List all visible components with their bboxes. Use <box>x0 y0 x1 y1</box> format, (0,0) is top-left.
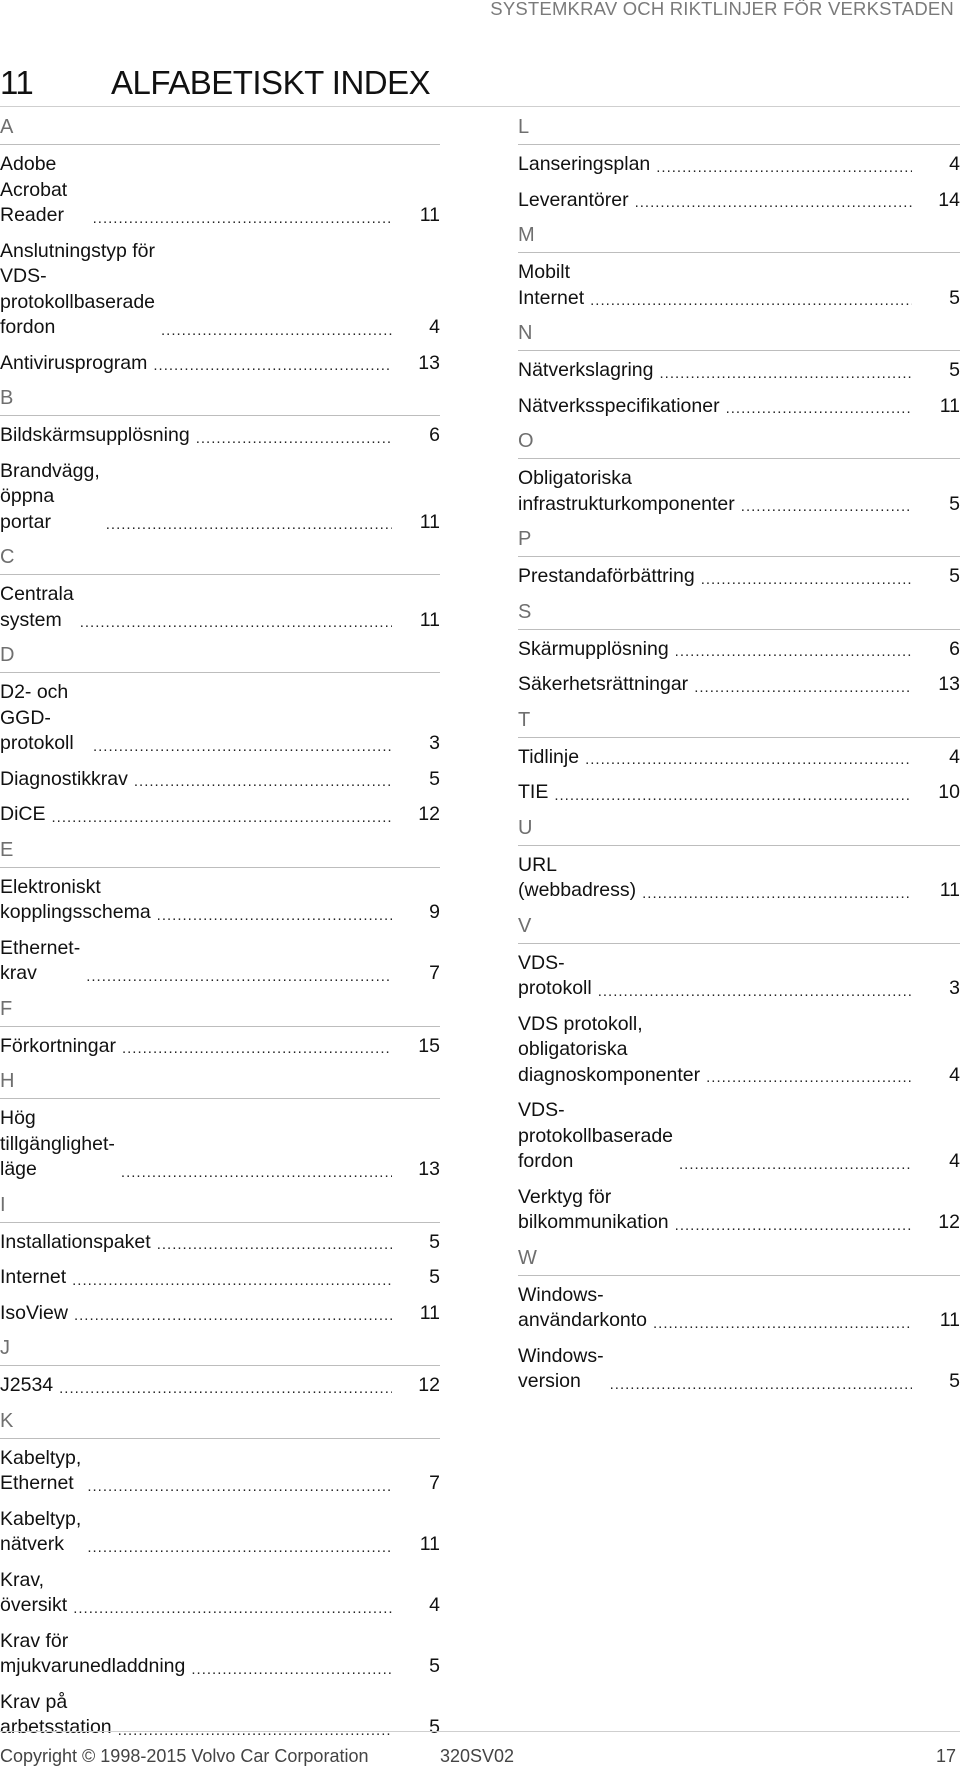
entry-term: Brandvägg, öppna portar <box>0 459 100 533</box>
index-entry[interactable] <box>518 559 960 595</box>
entry-page-number: 12 <box>938 1211 960 1233</box>
entry-term: Windows-användarkonto <box>518 1283 648 1331</box>
index-section-j <box>0 1331 440 1404</box>
section-letter: I <box>0 1188 440 1223</box>
section-letter: U <box>518 811 960 846</box>
dot-leader <box>675 644 912 659</box>
index-section-u <box>518 811 960 909</box>
entry-page-number: 6 <box>949 637 960 660</box>
entry-page-number: 6 <box>429 424 440 446</box>
entry-term: Förkortningar <box>0 1034 116 1057</box>
index-entry[interactable] <box>0 870 440 931</box>
index-section-h <box>0 1064 440 1188</box>
entry-term: Skärmupplösning <box>518 637 669 660</box>
entry-page-number: 11 <box>419 204 440 226</box>
entry-term: Windows-version <box>518 1344 604 1392</box>
index-entry[interactable] <box>0 1029 440 1065</box>
index-entry[interactable] <box>518 1180 960 1241</box>
entry-term: Diagnostikkrav <box>0 767 128 790</box>
index-entry[interactable] <box>518 183 960 219</box>
entry-term: Lanseringsplan <box>518 153 651 175</box>
dot-leader <box>726 401 912 416</box>
section-letter: S <box>518 595 960 630</box>
section-letter: J <box>0 1331 440 1366</box>
index-section-m <box>518 218 960 316</box>
index-entry[interactable] <box>518 946 960 1007</box>
index-entry[interactable] <box>518 775 960 811</box>
entry-page-number: 12 <box>418 1374 440 1396</box>
entry-term: Installationspaket <box>0 1230 151 1253</box>
entry-term: Bildskärmsupplösning <box>0 424 190 446</box>
dot-leader <box>93 211 392 226</box>
index-entry[interactable] <box>0 234 440 346</box>
entry-page-number: 11 <box>939 1309 960 1331</box>
entry-term: Verktyg för bilkommunikation <box>518 1185 669 1233</box>
entry-term: Antivirusprogram <box>0 351 148 374</box>
document-code: 320SV02 <box>440 1746 515 1766</box>
index-entry[interactable] <box>0 762 440 798</box>
index-section-s <box>518 595 960 703</box>
dot-leader <box>106 517 392 532</box>
dot-leader <box>87 1479 392 1494</box>
dot-leader <box>675 1218 912 1233</box>
entry-page-number: 5 <box>429 1230 440 1253</box>
entry-page-number: 13 <box>418 1158 440 1180</box>
index-entry[interactable] <box>0 1502 440 1563</box>
dot-leader <box>610 1377 912 1392</box>
entry-page-number: 7 <box>429 1472 440 1494</box>
dot-leader <box>196 431 392 446</box>
index-section-k <box>0 1404 440 1746</box>
entry-term: Nätverkslagring <box>518 359 654 381</box>
entry-page-number: 12 <box>418 803 440 825</box>
dot-leader <box>86 969 392 984</box>
entry-term: IsoView <box>0 1301 68 1324</box>
entry-term: VDS-protokollbaserade fordon <box>518 1099 674 1172</box>
entry-term: Säkerhetsrättningar <box>518 673 689 695</box>
index-entry[interactable] <box>0 454 440 541</box>
entry-page-number: 11 <box>939 879 960 901</box>
index-entry[interactable] <box>0 1368 440 1404</box>
entry-term: Centrala system <box>0 583 74 631</box>
entry-term: Tidlinje <box>518 745 580 768</box>
running-header: SYSTEMKRAV OCH RIKTLINJER FÖR VERKSTADEN <box>490 0 954 19</box>
index-entry[interactable] <box>0 1225 440 1261</box>
dot-leader <box>80 615 392 630</box>
entry-page-number: 11 <box>939 394 960 417</box>
chapter-title <box>0 62 960 107</box>
index-entry[interactable] <box>518 740 960 776</box>
section-letter: V <box>518 909 960 944</box>
entry-page-number: 4 <box>949 1063 960 1086</box>
entry-term: VDS-protokoll <box>518 951 592 999</box>
index-entry[interactable] <box>0 147 440 234</box>
index-entry[interactable] <box>0 1260 440 1296</box>
dot-leader <box>52 810 392 825</box>
dot-leader <box>74 1308 392 1323</box>
section-letter: O <box>518 424 960 459</box>
entry-term: Ethernet-krav <box>0 936 81 984</box>
dot-leader <box>122 1041 392 1056</box>
section-letter: C <box>0 540 440 575</box>
entry-term: VDS protokoll, obligatoriska diagnoskomponenter <box>518 1012 701 1086</box>
entry-term: Hög tillgänglighet-läge <box>0 1107 115 1180</box>
entry-page-number: 5 <box>429 767 440 790</box>
dot-leader <box>157 908 392 923</box>
index-section-o <box>518 424 960 522</box>
dot-leader <box>585 752 912 767</box>
section-letter: L <box>518 110 960 145</box>
dot-leader <box>659 366 912 381</box>
entry-page-number: 5 <box>429 1655 440 1677</box>
dot-leader <box>656 160 912 175</box>
index-section-t <box>518 703 960 811</box>
entry-term: URL (webbadress) <box>518 853 637 901</box>
entry-page-number: 11 <box>419 1301 440 1324</box>
index-section-f <box>0 992 440 1065</box>
index-section-i <box>0 1188 440 1332</box>
index-section-e <box>0 833 440 992</box>
entry-page-number: 7 <box>429 962 440 984</box>
dot-leader <box>642 886 912 901</box>
entry-page-number: 3 <box>949 977 960 999</box>
entry-term: Leverantörer <box>518 188 629 211</box>
dot-leader <box>157 1237 392 1252</box>
index-section-d <box>0 638 440 833</box>
entry-page-number: 13 <box>418 351 440 374</box>
section-letter: E <box>0 833 440 868</box>
entry-term: Mobilt Internet <box>518 261 585 309</box>
index-section-p <box>518 522 960 595</box>
dot-leader <box>706 1070 912 1085</box>
dot-leader <box>590 293 912 308</box>
entry-term: Kabeltyp, nätverk <box>0 1507 82 1555</box>
section-letter: F <box>0 992 440 1027</box>
dot-leader <box>191 1662 392 1677</box>
entry-page-number: 5 <box>949 1370 960 1392</box>
section-letter: W <box>518 1241 960 1276</box>
index-entry[interactable] <box>0 1101 440 1188</box>
index-entry[interactable] <box>518 1339 960 1400</box>
entry-term: Krav, översikt <box>0 1568 68 1616</box>
index-entry[interactable] <box>518 848 960 909</box>
entry-term: Elektroniskt kopplingsschema <box>0 875 151 923</box>
entry-term: TIE <box>518 781 549 803</box>
entry-term: Krav för mjukvarunedladdning <box>0 1629 186 1677</box>
entry-term: Prestandaförbättring <box>518 565 695 587</box>
entry-term: Krav på arbetsstation <box>0 1690 112 1738</box>
dot-leader <box>93 739 392 754</box>
entry-page-number: 4 <box>429 316 440 338</box>
entry-page-number: 11 <box>419 1533 440 1555</box>
entry-term: Nätverksspecifikationer <box>518 394 720 417</box>
index-section-v <box>518 909 960 1241</box>
entry-page-number: 5 <box>949 359 960 381</box>
section-letter: H <box>0 1064 440 1099</box>
dot-leader <box>694 680 912 695</box>
index-entry[interactable] <box>0 797 440 833</box>
section-letter: N <box>518 316 960 351</box>
index-entry[interactable] <box>518 1007 960 1094</box>
entry-term: D2- och GGD-protokoll <box>0 681 74 754</box>
entry-page-number: 3 <box>429 732 440 754</box>
page-footer <box>0 1731 960 1782</box>
index-entry[interactable] <box>0 675 440 762</box>
index-entry[interactable] <box>0 418 440 454</box>
index-entry[interactable] <box>518 667 960 703</box>
dot-leader <box>598 984 912 999</box>
copyright-notice: Copyright © 1998-2015 Volvo Car Corporation <box>0 1746 369 1766</box>
entry-page-number: 11 <box>419 510 440 533</box>
dot-leader <box>679 1157 912 1172</box>
index-entry[interactable] <box>518 353 960 389</box>
section-letter: P <box>518 522 960 557</box>
entry-page-number: 5 <box>949 565 960 587</box>
chapter-number: 11 <box>0 64 34 101</box>
index-entry[interactable] <box>518 389 960 425</box>
dot-leader <box>153 358 392 373</box>
entry-term: Anslutningstyp för VDS-protokollbaserade fordon <box>0 239 156 338</box>
section-letter: M <box>518 218 960 253</box>
section-letter: B <box>0 381 440 416</box>
dot-leader <box>653 1316 912 1331</box>
dot-leader <box>59 1381 392 1396</box>
dot-leader <box>554 788 912 803</box>
entry-page-number: 9 <box>429 901 440 923</box>
entry-page-number: 10 <box>938 781 960 803</box>
entry-term: Adobe Acrobat Reader <box>0 153 68 226</box>
dot-leader <box>741 499 912 514</box>
page-number: 17 <box>935 1746 956 1766</box>
dot-leader <box>87 1540 392 1555</box>
dot-leader <box>701 572 912 587</box>
index-entry[interactable] <box>0 1441 440 1502</box>
index-entry[interactable] <box>0 1296 440 1332</box>
entry-page-number: 5 <box>429 1266 440 1288</box>
index-section-n <box>518 316 960 424</box>
index-column-left <box>0 110 440 1746</box>
index-section-c <box>0 540 440 638</box>
section-letter: K <box>0 1404 440 1439</box>
index-entry[interactable] <box>518 632 960 668</box>
index-entry[interactable] <box>0 577 440 638</box>
entry-page-number: 13 <box>938 673 960 695</box>
entry-term: Internet <box>0 1266 67 1288</box>
index-entry[interactable] <box>0 1563 440 1624</box>
entry-page-number: 14 <box>938 188 960 211</box>
entry-page-number: 5 <box>949 492 960 515</box>
dot-leader <box>134 774 392 789</box>
dot-leader <box>72 1273 392 1288</box>
index-section-w <box>518 1241 960 1400</box>
entry-page-number: 4 <box>949 153 960 175</box>
entry-term: DiCE <box>0 803 46 825</box>
index-entry[interactable] <box>518 147 960 183</box>
entry-page-number: 5 <box>949 286 960 309</box>
dot-leader <box>161 323 392 338</box>
dot-leader <box>635 195 912 210</box>
index-section-l <box>518 110 960 218</box>
entry-page-number: 4 <box>429 1594 440 1616</box>
index-entry[interactable] <box>0 931 440 992</box>
index-section-b <box>0 381 440 540</box>
entry-term: J2534 <box>0 1374 54 1396</box>
index-entry[interactable] <box>0 1624 440 1685</box>
entry-term: Kabeltyp, Ethernet <box>0 1446 82 1494</box>
index-entry[interactable] <box>0 346 440 382</box>
dot-leader <box>121 1165 392 1180</box>
entry-page-number: 11 <box>419 608 440 631</box>
index-entry[interactable] <box>518 1093 960 1180</box>
chapter-heading: ALFABETISKT INDEX <box>111 64 431 101</box>
section-letter: A <box>0 110 440 145</box>
dot-leader <box>73 1601 392 1616</box>
entry-page-number: 5 <box>429 1716 440 1738</box>
index-column-right <box>518 110 960 1400</box>
entry-page-number: 15 <box>418 1034 440 1057</box>
index-entry[interactable] <box>518 255 960 316</box>
section-letter: T <box>518 703 960 738</box>
section-letter: D <box>0 638 440 673</box>
index-entry[interactable] <box>518 461 960 522</box>
index-section-a <box>0 110 440 381</box>
entry-term: Obligatoriska infrastrukturkomponenter <box>518 467 735 515</box>
entry-page-number: 4 <box>949 1150 960 1172</box>
index-entry[interactable] <box>518 1278 960 1339</box>
entry-page-number: 4 <box>949 745 960 768</box>
